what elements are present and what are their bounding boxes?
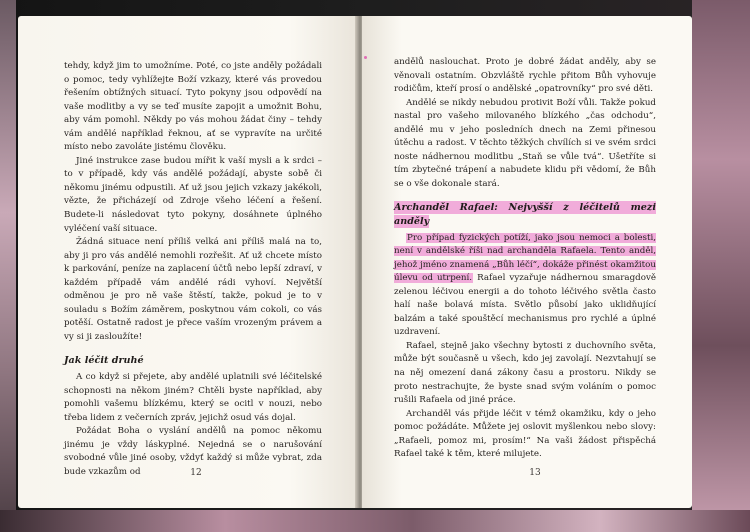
- left-page-text: [64, 60, 322, 479]
- left-paragraph-4: A co když si přejete, aby andělé uplatnili své léčitelské schopnosti na někom jiném? Chtěli byste například, aby pomohli vašemu blízkému, který se ocitl v nouzi, nebo třeba lidem z večerních zpráv, jejichž osud vás dojal.: [64, 372, 322, 423]
- left-paragraph-5: Požádat Boha o vyslání andělů na pomoc někomu jinému je vždy láskyplné. Nejedná se o narušování svobodné vůle jiné osoby, vždyť každý si může vybrat, zda bude vzkazům od: [64, 426, 322, 477]
- left-paragraph-2: Jiné instrukce zase budou mířit k vaší mysli a k srdci – to v případě, kdy vás andělé požádají, abyste sobě či někomu jinému odpustili. Ať už jsou jejich vzkazy jakékoli, vězte, že přicházejí od Zdroje všeho léčení a řešení. Budete-li následovat tyto pokyny, dosáhnete úplného vyléčení vaší situace.: [64, 155, 322, 234]
- right-paragraph-2: Andělé se nikdy nebudou protivit Boží vůli. Takže pokud nastal pro vašeho milovaného blízkého „čas odchodu“, andělé mu v jeho posledních dnech na Zemi přinesou útěchu a radost. V těchto těžkých chvílích si ve svém srdci noste nádhernou modlitbu „Staň se vůle tvá“. Ušetříte si tím zbytečné trápení a nabudete klidu při vědomí, že Bůh se o vše dokonale stará.: [394, 97, 656, 189]
- right-page-text: [394, 56, 656, 462]
- left-paragraph-3: Žádná situace není příliš velká ani příliš malá na to, aby ji pro vás andělé nemohli rozřešit. Ať už chcete místo k parkování, peníze na zaplacení účtů nebo lepší zdraví, v každém případě vám andělé rádi vyhoví. Největší odměnou je pro ně vaše štěstí, takže, pokud je to v souladu s Božím záměrem, poskytnou vám cokoli, co vás potěší. Ostatně radost je přece vaším vrozeným právem a vy si ji zasloužíte!: [64, 237, 322, 342]
- right-section-heading-text: Archanděl Rafael: Nejvyšší z léčitelů mezi anděly: [394, 202, 656, 228]
- left-section-heading: Jak léčit druhé: [64, 355, 144, 367]
- right-page: [362, 16, 692, 508]
- left-paragraph-1: tehdy, když jim to umožníme. Poté, co jste anděly požádali o pomoc, tedy vyhlížejte Boží vzkazy, které vás provedou řešením obtížných situací. Tyto pokyny jsou odpovědí na vaše modlitby a vy se teď musíte zapojit a umožnit Bohu, aby vám pomohl. Někdy po vás mohou žádat činy – tehdy vám andělé například řeknou, ať se vypravíte na určité místo nebo zavoláte jistému člověku.: [64, 61, 322, 153]
- highlighted-paragraph-rest: Rafael vyzařuje nádhernou smaragdově zelenou léčivou energii a do tohoto léčivého světla často halí naše bolavá místa. Světlo působí jako uklidňující balzám a také spouštěcí mechanismus pro rychlé a úplné uzdravení.: [394, 273, 656, 338]
- highlighted-passage: Pro případ fyzických potíží, jako jsou nemoci a bolesti, není v andělské říši nad archanděla Rafaela. Tento anděl, jehož jméno znamená „Bůh léčí“, dokáže přinést okamžitou úlevu od utrpení.: [394, 232, 656, 284]
- book-cover-edge-right: [692, 0, 750, 532]
- right-page-number: 13: [529, 468, 541, 478]
- book-cover-edge-bottom: [0, 510, 750, 532]
- right-paragraph-4: Rafael, stejně jako všechny bytosti z duchovního světa, může být současně u všech, kdo jej zavolají. Nezvtahují se na něj omezení daná zákony času a prostoru. Nikdy se proto nestrachujte, že byste snad svým voláním o pomoc rušili Rafaela od jiné práce.: [394, 340, 656, 406]
- left-page-number: 12: [190, 468, 202, 478]
- right-paragraph-5: Archanděl vás přijde léčit v témž okamžiku, kdy o jeho pomoc požádáte. Můžete jej oslovit myšlenkou nebo slovy: „Rafaeli, pomoz mi, prosím!“ Na vaši žádost přispěchá Rafael také k těm, které milujete.: [394, 408, 656, 460]
- right-highlighted-paragraph: [394, 232, 656, 340]
- left-page: [18, 16, 358, 508]
- book-cover-edge-left: [0, 0, 16, 532]
- right-section-heading: [394, 201, 656, 228]
- pink-mark: [364, 56, 367, 59]
- right-paragraph-1: andělů naslouchat. Proto je dobré žádat anděly, aby se věnovali ostatním. Obzvláště rychle přitom Bůh vyhovuje rodičům, kteří prosí o andělské „opatrovníky“ pro své děti.: [394, 57, 656, 95]
